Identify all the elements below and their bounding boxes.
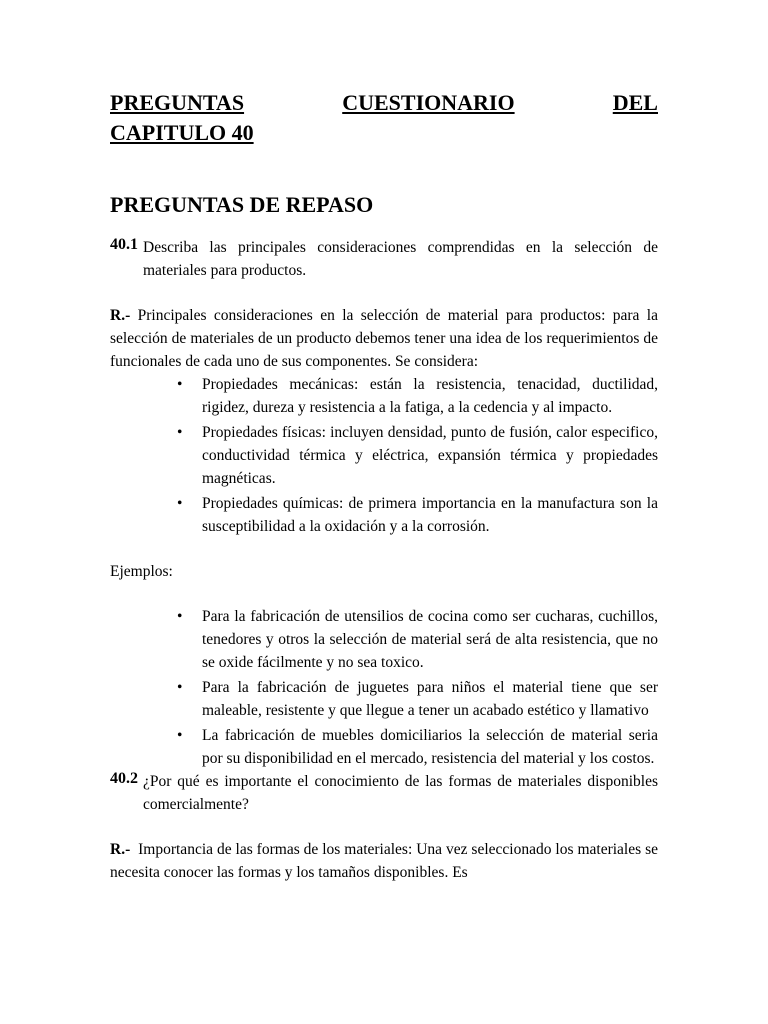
bullet-icon: • <box>177 679 183 696</box>
answer-prefix: R.- <box>110 307 131 324</box>
examples-label: Ejemplos: <box>110 563 173 580</box>
bullet-icon: • <box>177 495 183 512</box>
list-item: • Propiedades químicas: de primera importancia en la manufactura son la susceptibilidad a la oxidación y a la corrosión. <box>202 492 658 538</box>
title-word-3: DEL <box>612 90 658 115</box>
question-text: Describa las principales consideraciones comprendidas en la selección de materiales para productos. <box>143 239 658 279</box>
document-title <box>110 88 658 148</box>
bullet-icon: • <box>177 727 183 744</box>
list-item: • Propiedades mecánicas: están la resistencia, tenacidad, ductilidad, rigidez, dureza y resistencia a la fatiga, a la cedencia y al impacto. <box>202 373 658 419</box>
question-40-1 <box>110 236 658 282</box>
answer-40-1 <box>110 304 658 373</box>
list-item: • La fabricación de muebles domiciliarios la selección de material seria por su disponibilidad en el mercado, resistencia del material y los costos. <box>202 724 658 770</box>
answer-text: Principales consideraciones en la selección de material para productos: para la selección de materiales de un producto debemos tener una idea de los requerimientos de funcionales de cada uno de sus componentes. Se considera: <box>110 307 658 370</box>
question-number: 40.1 <box>110 236 138 253</box>
examples-list <box>110 605 658 770</box>
question-number: 40.2 <box>110 770 138 787</box>
bullet-icon: • <box>177 424 183 441</box>
list-item: • Para la fabricación de juguetes para niños el material tiene que ser maleable, resistente y que llegue a tener un acabado estético y llamativo <box>202 676 658 722</box>
question-40-2 <box>110 770 658 816</box>
answer-text: Importancia de las formas de los materiales: Una vez seleccionado los materiales se necesita conocer las formas y los tamaños disponibles. Es <box>110 841 662 881</box>
question-text: ¿Por qué es importante el conocimiento de las formas de materiales disponibles comercialmente? <box>143 773 658 813</box>
bullet-icon: • <box>177 376 183 393</box>
bullet-icon: • <box>177 608 183 625</box>
answer-prefix: R.- <box>110 841 131 858</box>
list-item: • Para la fabricación de utensilios de cocina como ser cucharas, cuchillos, tenedores y otros la selección de material será de alta resistencia, que no se oxide fácilmente y no sea toxico. <box>202 605 658 674</box>
title-word-2: CUESTIONARIO <box>342 90 515 115</box>
answer-40-2 <box>110 838 662 884</box>
title-line-2: CAPITULO 40 <box>110 120 254 145</box>
title-word-1: PREGUNTAS <box>110 90 245 115</box>
section-heading: PREGUNTAS DE REPASO <box>110 192 374 217</box>
properties-list <box>110 373 658 538</box>
list-item: • Propiedades físicas: incluyen densidad, punto de fusión, calor especifico, conductividad térmica y eléctrica, expansión térmica y propiedades magnéticas. <box>202 421 658 490</box>
